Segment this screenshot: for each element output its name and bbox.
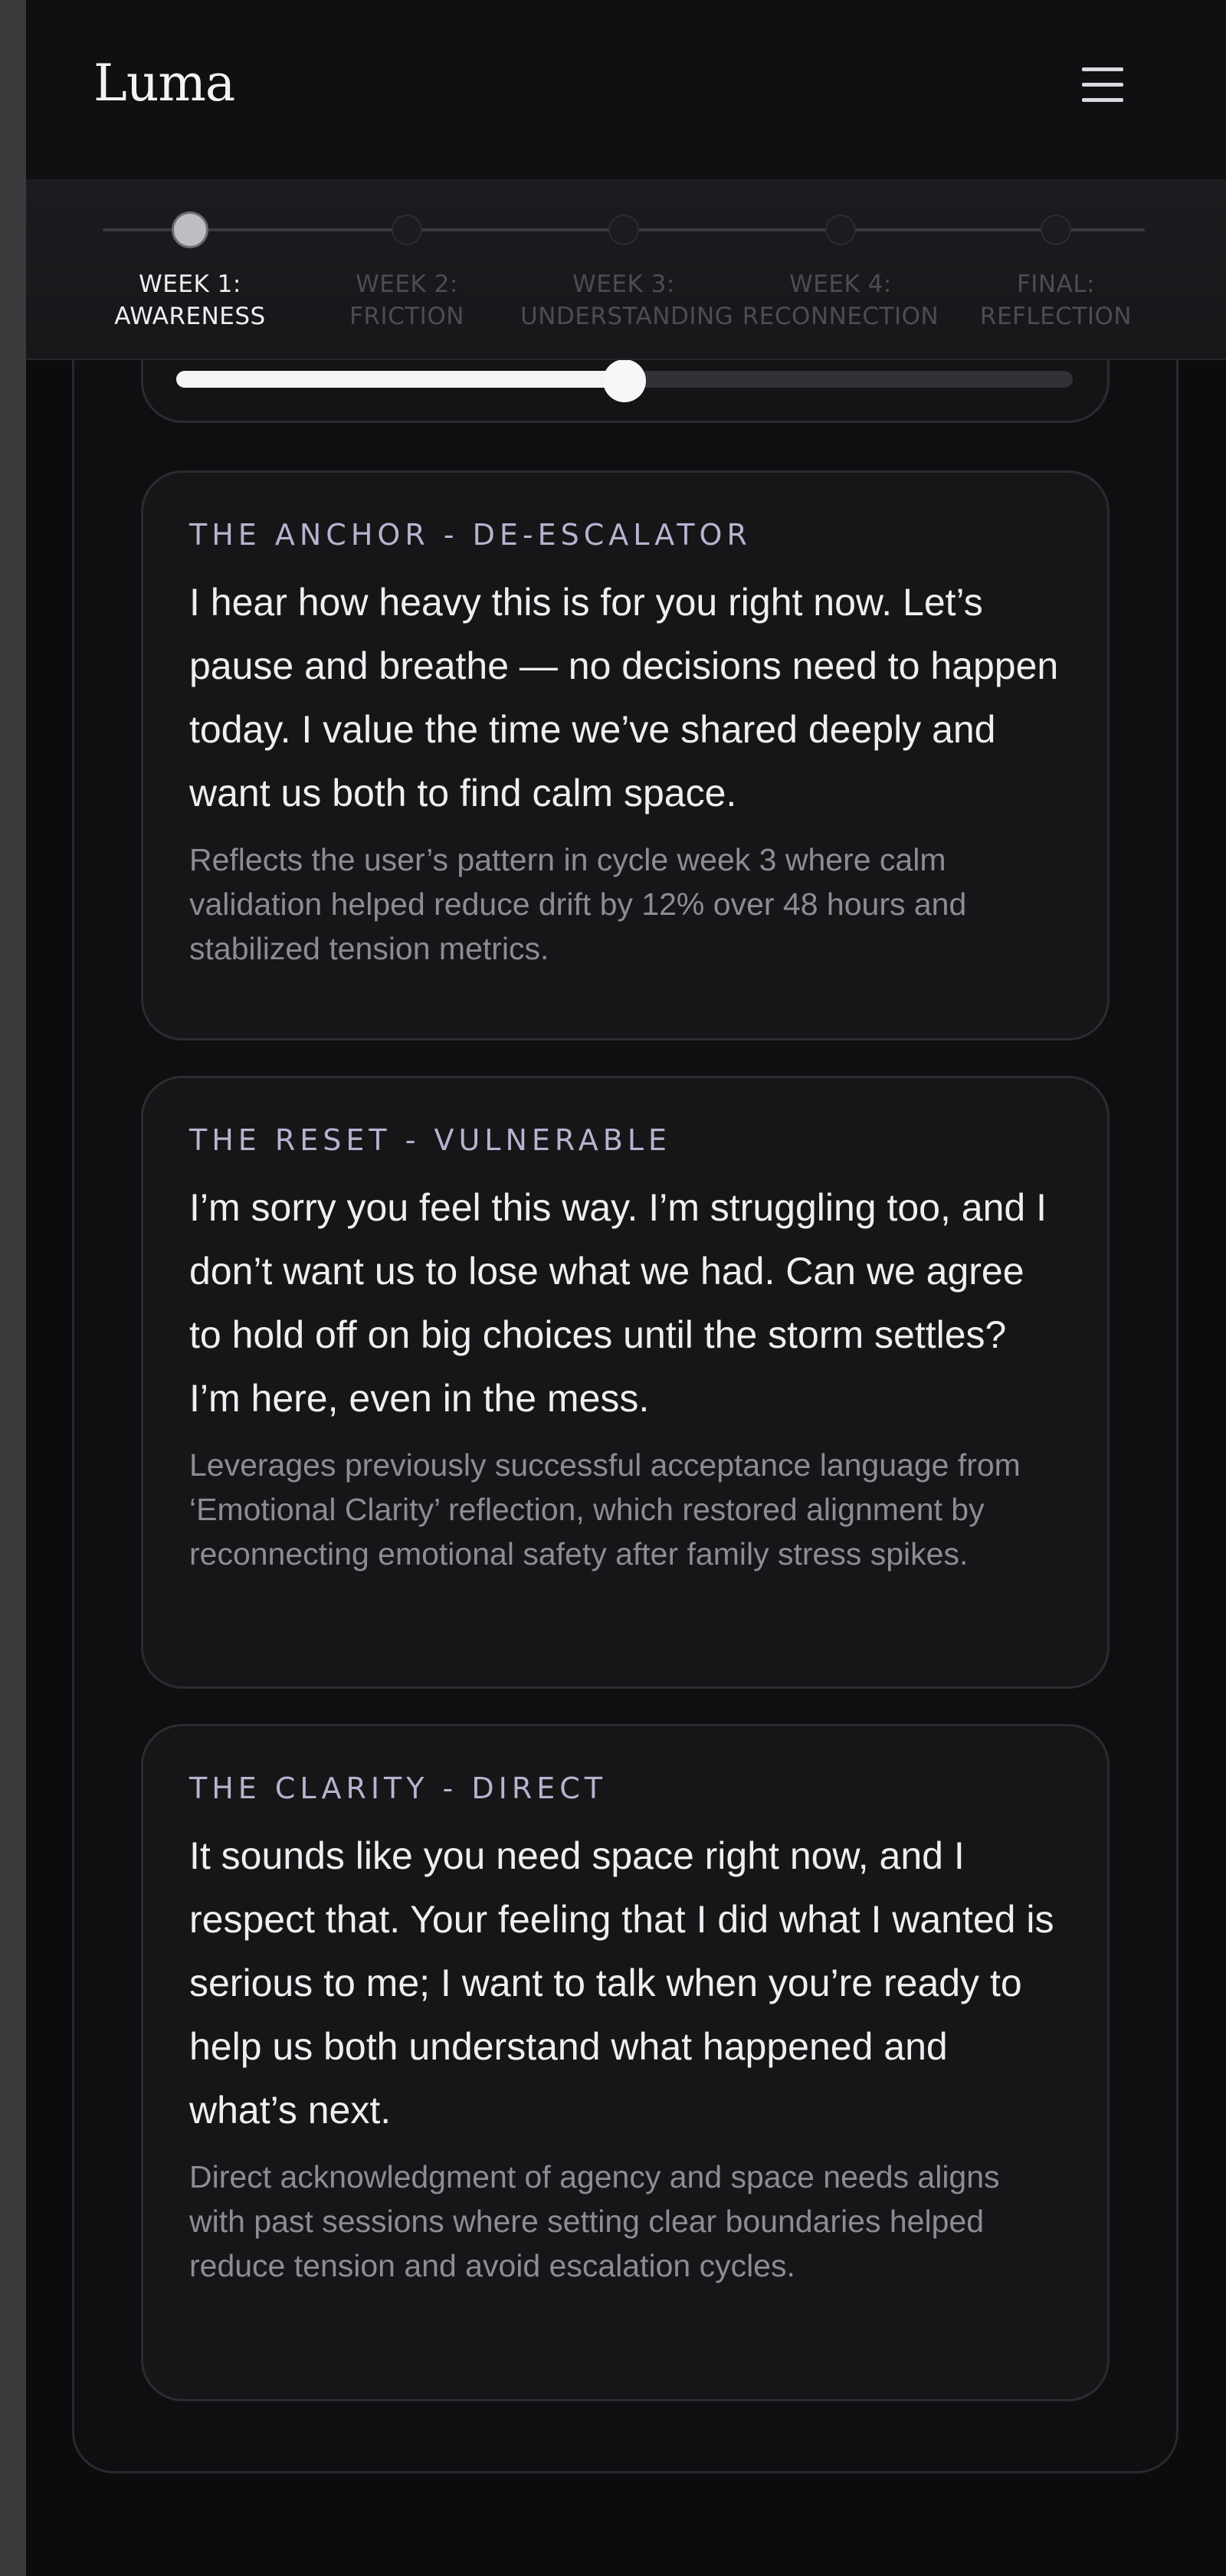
step-dot [172, 211, 208, 248]
step-week-2[interactable] [303, 211, 510, 333]
app-logo: Luma [93, 54, 235, 113]
suggestion-note: Direct acknowledgment of agency and space needs aligns with past sessions where setting clear boundaries helped reduce tension and avoid escalation cycles. [189, 2159, 1000, 2283]
suggestion-card[interactable] [141, 470, 1110, 1041]
week-progress-tracker [26, 181, 1226, 360]
step-label: WEEK 3: UNDERSTANDING [520, 270, 734, 330]
left-gutter [0, 0, 26, 2576]
suggestion-note: Leverages previously successful acceptance language from ‘Emotional Clarity’ reflection, which restored alignment by reconnecting emotional safety after family stress spikes. [189, 1447, 1021, 1571]
step-week-3[interactable] [520, 211, 734, 333]
suggestion-card[interactable] [141, 1076, 1110, 1689]
step-dot [608, 215, 639, 245]
suggestion-note: Reflects the user’s pattern in cycle week 3 where calm validation helped reduce drift by 12% over 48 hours and stabilized tension metrics. [189, 842, 967, 966]
step-final[interactable] [952, 211, 1159, 333]
step-dot [825, 215, 856, 245]
step-dot [1041, 215, 1071, 245]
step-week-4[interactable] [737, 211, 944, 333]
suggestion-title: THE ANCHOR - DE-ESCALATOR [189, 518, 752, 552]
step-week-1[interactable] [87, 211, 293, 333]
step-label: WEEK 2: FRICTION [349, 270, 464, 330]
suggestion-card[interactable] [141, 1724, 1110, 2401]
suggestion-body: I hear how heavy this is for you right now. Let’s pause and breathe — no decisions need to happen today. I value the time we’ve shared deeply and want us both to find calm space. [189, 581, 1059, 814]
step-label: WEEK 1: AWARENESS [114, 270, 266, 330]
app-root [26, 0, 1226, 2576]
slider-thumb[interactable] [603, 359, 646, 402]
top-header [26, 0, 1226, 181]
suggestion-body: It sounds like you need space right now, and I respect that. Your feeling that I did what I wanted is serious to me; I want to talk when you’re ready to help us both understand what happened and what’s next. [189, 1834, 1054, 2132]
suggestion-title: THE CLARITY - DIRECT [189, 1771, 607, 1805]
step-label: FINAL: REFLECTION [979, 270, 1133, 330]
suggestion-body: I’m sorry you feel this way. I’m struggling too, and I don’t want us to lose what we had. Can we agree to hold off on big choices until the storm settles? I’m here, even in the mess. [189, 1186, 1047, 1420]
slider-fill [176, 371, 624, 388]
suggestion-title: THE RESET - VULNERABLE [189, 1123, 672, 1157]
hamburger-menu-icon[interactable] [1080, 64, 1126, 104]
intensity-slider[interactable] [176, 371, 1073, 388]
step-dot [392, 215, 422, 245]
step-label: WEEK 4: RECONNECTION [742, 270, 939, 330]
